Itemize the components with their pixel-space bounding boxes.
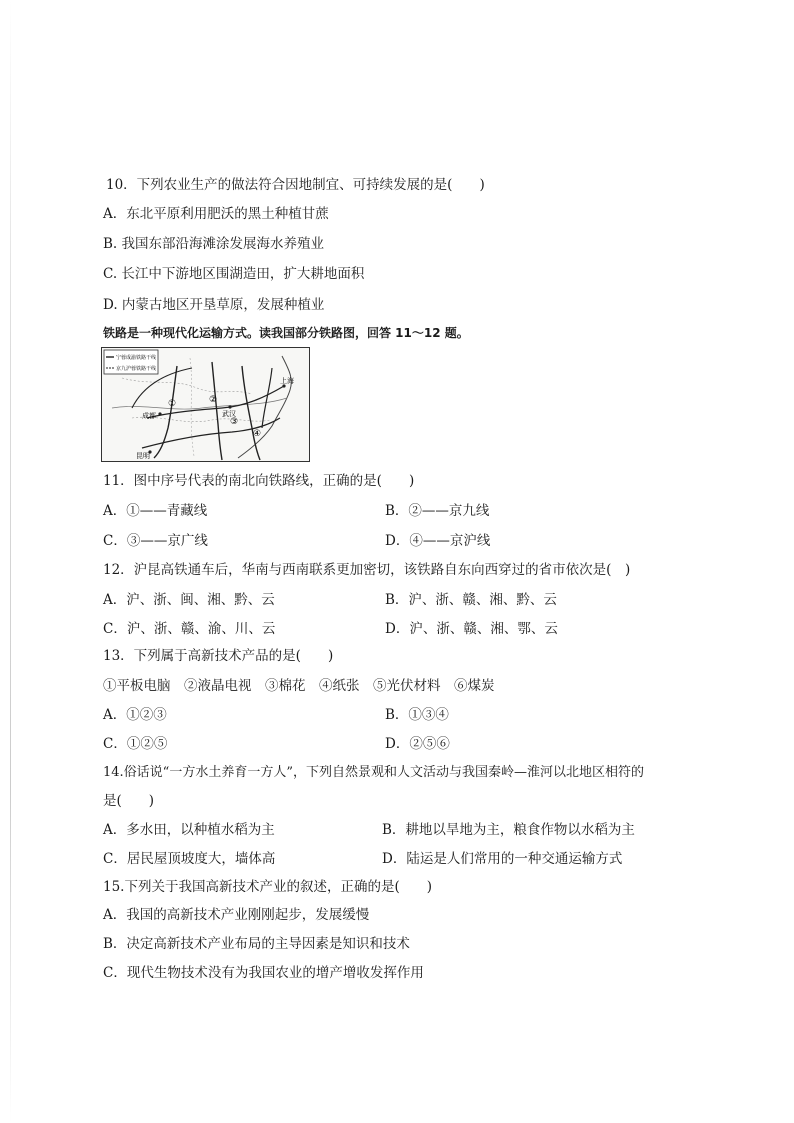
q13-option-b: B．①③④ bbox=[385, 707, 449, 723]
q14-stem-cont: 是( ) bbox=[103, 793, 155, 809]
q15-stem: 15.下列关于我国高新技术产业的叙述，正确的是( ) bbox=[103, 879, 433, 895]
q12-option-b: B．沪、浙、赣、湘、黔、云 bbox=[385, 592, 557, 608]
marker-4: ④ bbox=[253, 429, 262, 439]
q13-option-a: A．①②③ bbox=[103, 707, 167, 723]
q10-option-d: D. 内蒙古地区开垦草原，发展种植业 bbox=[103, 297, 325, 313]
q13-option-d: D．②⑤⑥ bbox=[385, 736, 450, 752]
q12-option-d: D．沪、浙、赣、湘、鄂、云 bbox=[385, 621, 558, 637]
legend-label-1: 宁蓉成渝铁路干线 bbox=[116, 355, 157, 361]
railway-line-3 bbox=[242, 366, 260, 460]
q14-option-d: D．陆运是人们常用的一种交通运输方式 bbox=[382, 851, 623, 867]
q13-option-c: C．①②⑤ bbox=[103, 736, 168, 752]
q14-option-a: A．多水田，以种植水稻为主 bbox=[103, 822, 275, 838]
marker-2: ② bbox=[209, 395, 218, 405]
railway-line-2 bbox=[212, 362, 222, 460]
marker-1: ① bbox=[168, 399, 177, 409]
q14-option-c: C．居民屋顶坡度大，墙体高 bbox=[103, 851, 276, 867]
q11-option-c: C．③——京广线 bbox=[103, 533, 208, 549]
q15-option-b: B．决定高新技术产业布局的主导因素是知识和技术 bbox=[103, 936, 410, 952]
q10-option-a: A．东北平原利用肥沃的黑土种植甘蔗 bbox=[103, 206, 329, 222]
q14-option-b: B．耕地以旱地为主，粮食作物以水稻为主 bbox=[382, 822, 635, 838]
city-kunming: 昆明 bbox=[136, 452, 150, 460]
q12-option-a: A．沪、浙、闽、湘、黔、云 bbox=[103, 592, 275, 608]
railway-map bbox=[101, 347, 310, 462]
q11-option-b: B．②——京九线 bbox=[385, 503, 490, 519]
city-shanghai: 上海 bbox=[280, 377, 294, 385]
q10-stem: 10．下列农业生产的做法符合因地制宜、可持续发展的是( ) bbox=[106, 177, 485, 193]
river bbox=[112, 398, 287, 409]
q10-option-c: C. 长江中下游地区围湖造田，扩大耕地面积 bbox=[103, 266, 365, 282]
q11-option-d: D．④——京沪线 bbox=[385, 533, 491, 549]
city-wuhan: 武汉 bbox=[222, 410, 236, 418]
legend-label-2: 京九沪蓉铁路干线 bbox=[116, 366, 157, 372]
q12-stem: 12．沪昆高铁通车后，华南与西南联系更加密切，该铁路自东向西穿过的省市依次是( ) bbox=[103, 562, 631, 578]
q10-option-b: B. 我国东部沿海滩涂发展海水养殖业 bbox=[103, 236, 325, 252]
q11-stem: 11．图中序号代表的南北向铁路线，正确的是( ) bbox=[103, 473, 415, 489]
q15-option-a: A．我国的高新技术产业刚刚起步，发展缓慢 bbox=[103, 907, 370, 923]
q15-option-c: C．现代生物技术没有为我国农业的增产增收发挥作用 bbox=[103, 965, 424, 981]
q14-stem: 14.俗话说“一方水土养育一方人”，下列自然景观和人文活动与我国秦岭—淮河以北地区相符的 bbox=[103, 765, 644, 780]
province-border bbox=[122, 378, 252, 394]
q13-items: ①平板电脑 ②液晶电视 ③棉花 ④纸张 ⑤光伏材料 ⑥煤炭 bbox=[103, 678, 495, 694]
marker-3: ③ bbox=[230, 417, 239, 427]
q13-stem: 13．下列属于高新技术产品的是( ) bbox=[103, 648, 334, 664]
city-chengdu: 成都 bbox=[142, 412, 156, 420]
railway-line-4 bbox=[262, 368, 272, 428]
scan-edge-shadow bbox=[10, 0, 11, 1123]
q12-option-c: C．沪、浙、赣、渝、川、云 bbox=[103, 621, 276, 637]
q11-option-a: A．①——青藏线 bbox=[103, 503, 208, 519]
section-intro: 铁路是一种现代化运输方式。读我国部分铁路图，回答 11～12 题。 bbox=[103, 326, 469, 340]
province-border bbox=[190, 358, 194, 456]
